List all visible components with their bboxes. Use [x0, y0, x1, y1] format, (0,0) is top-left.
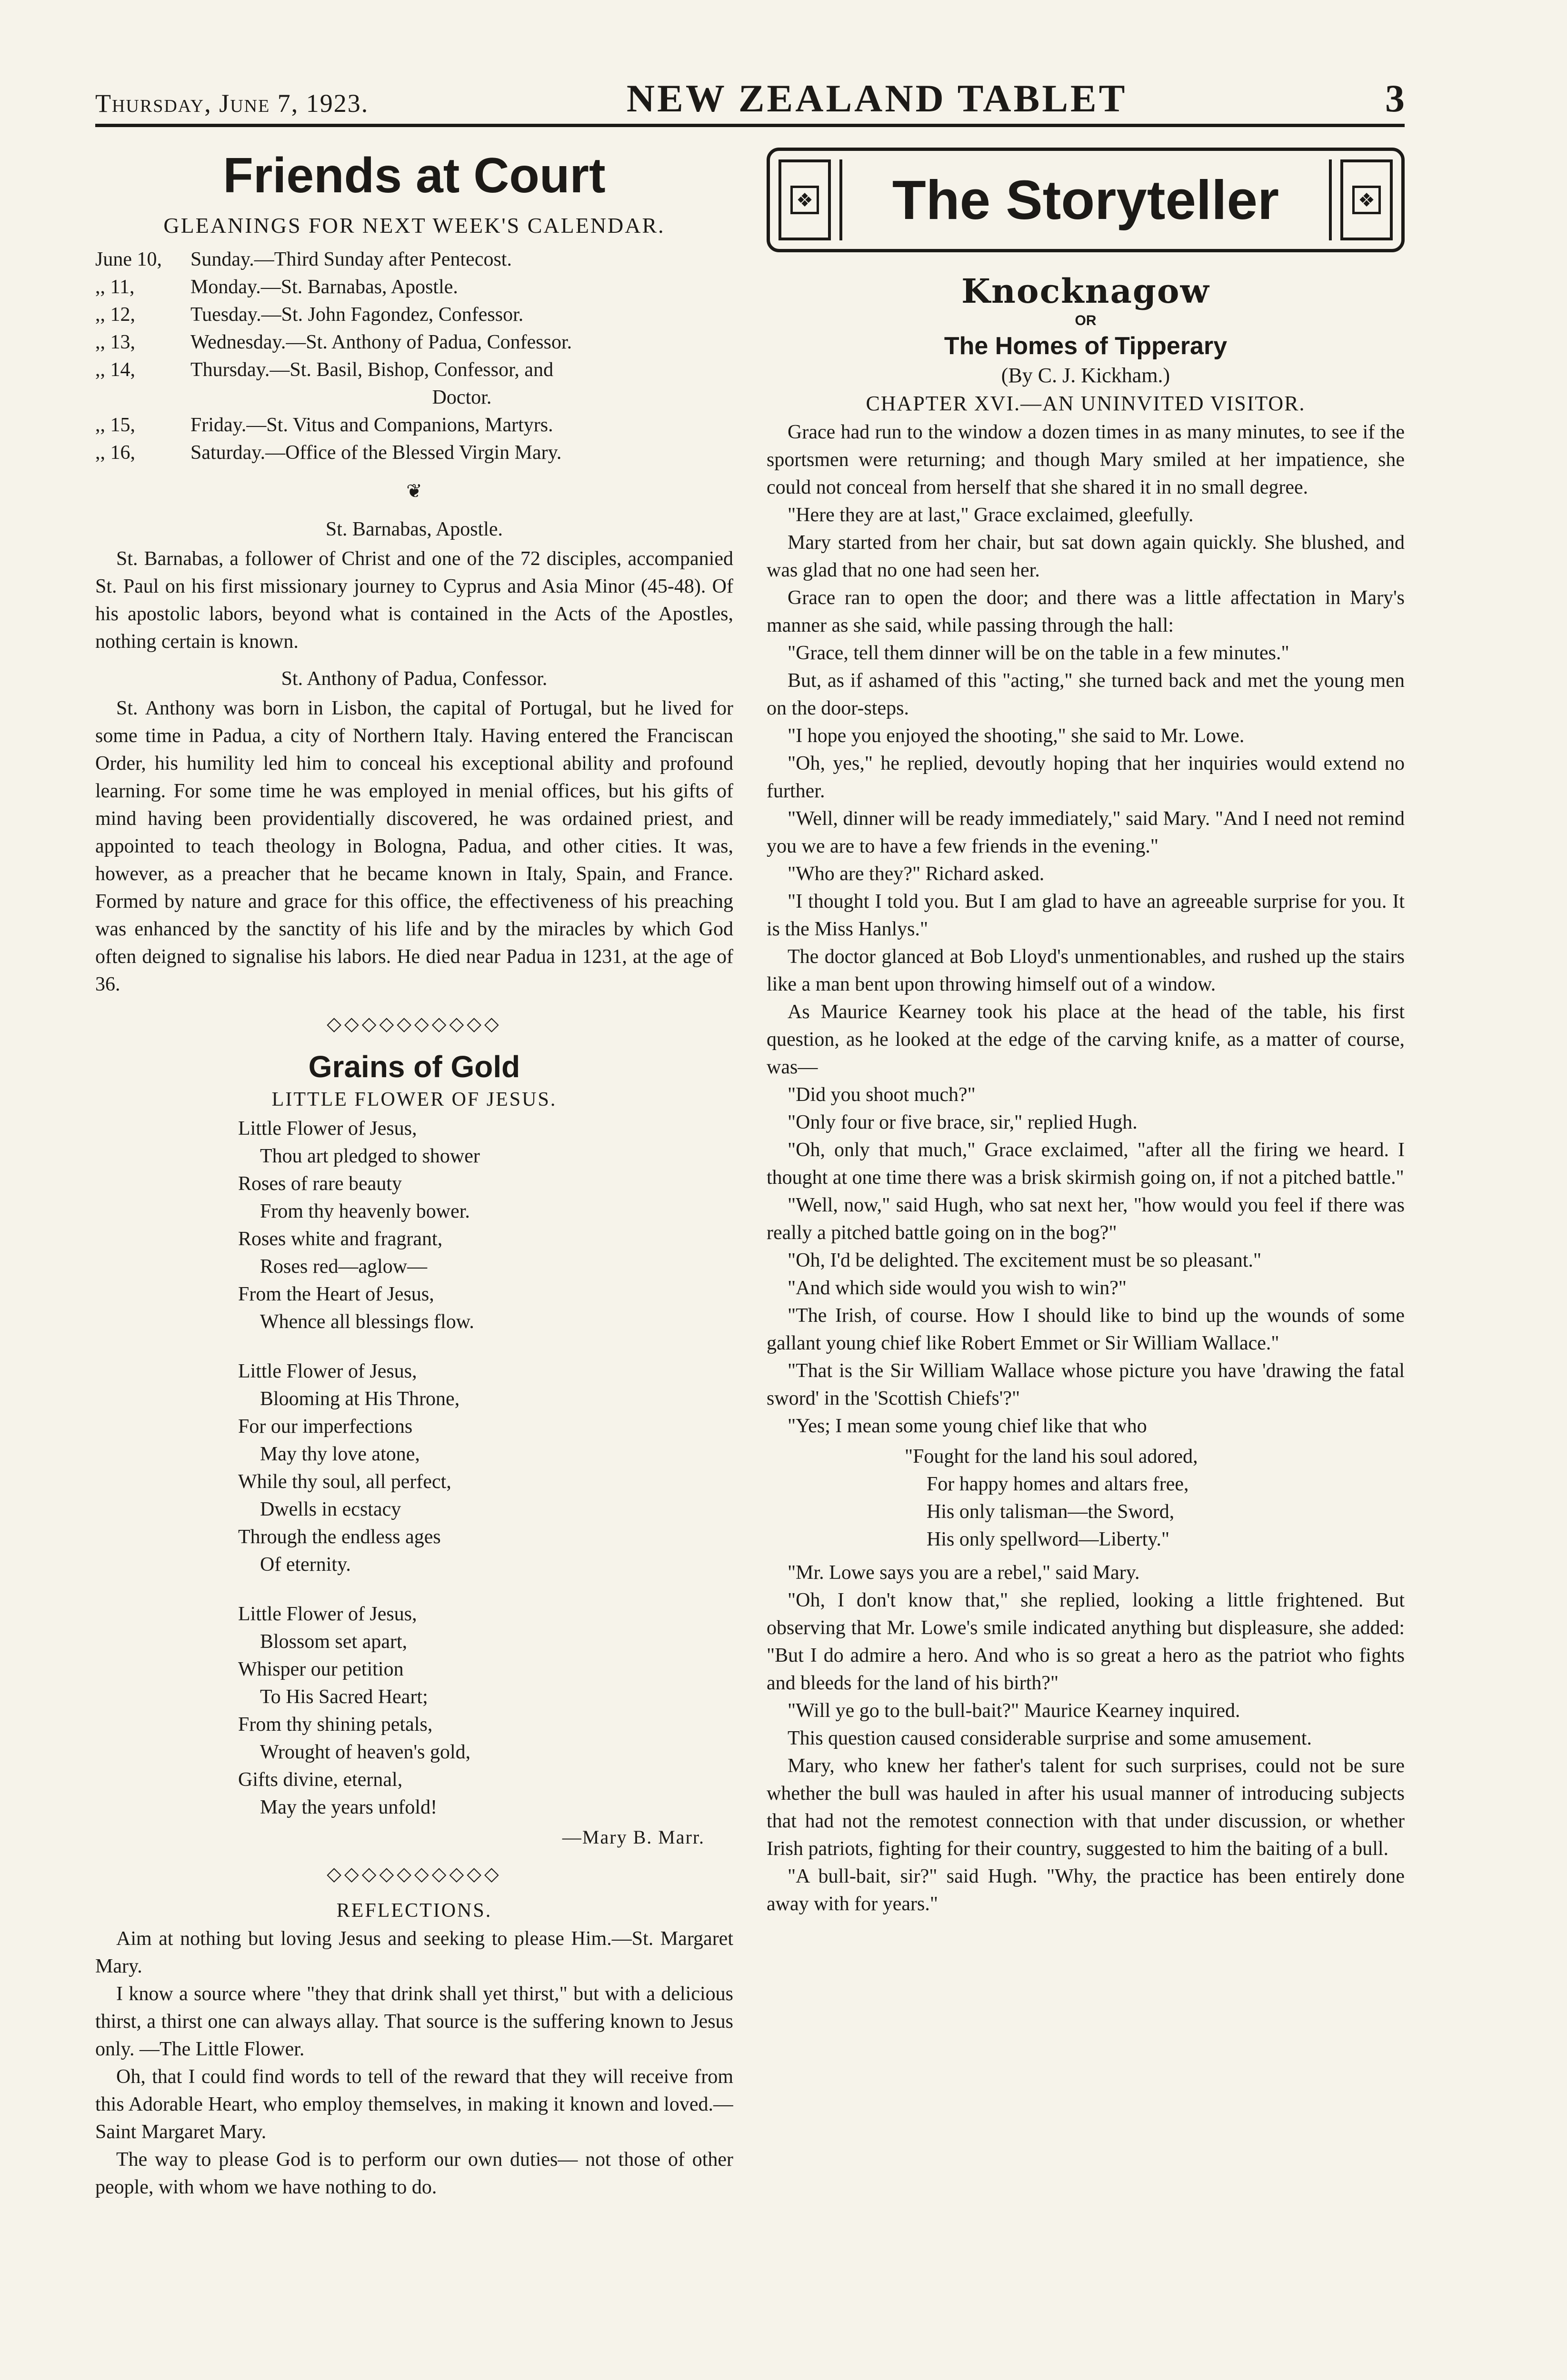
calendar-date: ,, 15,: [95, 414, 135, 436]
story-paragraph: "Oh, I'd be delighted. The excitement must be so pleasant.": [788, 1250, 1262, 1271]
masthead: [95, 71, 1405, 127]
poem-line: May the years unfold!: [260, 1796, 438, 1818]
story-paragraph: Grace had run to the window a dozen times in as many minutes, to see if the sportsmen were returning; and though Mary smiled at her impatience, she could not conceal from herself that she shared it in no small degree.: [767, 421, 1405, 498]
reflection-paragraph: I know a source where "they that drink shall yet thirst," but with a delicious thirst, a thirst one can always allay. That source is the suffering known to Jesus only. —The Little Flower.: [95, 1983, 733, 2060]
verse-line: For happy homes and altars free,: [927, 1473, 1189, 1495]
story-or: OR: [1075, 313, 1097, 328]
poem-author: —Mary B. Marr.: [562, 1826, 705, 1848]
calendar-entry: [190, 356, 733, 411]
verse-line: His only spellword—Liberty.": [927, 1528, 1170, 1550]
calendar-entry: Friday.—St. Vitus and Companions, Martyrs.: [190, 414, 553, 436]
anthony-text: St. Anthony was born in Lisbon, the capital of Portugal, but he lived for some time in Padua, a city of Northern Italy. Having entered the Franciscan Order, his humility led him to conceal his exceptional ability and profound learning. For some time he was employed in menial offices, but his gifts of mind having been providentially discovered, he was ordained priest, and appointed to teach theology in Bologna, Padua, and other cities. It was, however, as a preacher that he became known in Italy, Spain, and France. Formed by nature and grace for this office, the effectiveness of his preaching was enhanced by the sanctity of his life and by the miracles by which God often deigned to signalise his labors. He died near Padua in 1231, at the age of 36.: [95, 697, 733, 995]
poem-stanza: [95, 1358, 733, 1578]
story-paragraph: The doctor glanced at Bob Lloyd's unmentionables, and rushed up the stairs like a man bent upon throwing himself out of a window.: [767, 946, 1405, 995]
poem-line: Of eternity.: [260, 1554, 351, 1576]
calendar-entry: Saturday.—Office of the Blessed Virgin Mary.: [190, 442, 562, 464]
calendar-date: ,, 11,: [95, 276, 135, 298]
newspaper-title: NEW ZEALAND TABLET: [626, 77, 1128, 120]
poem-line: Roses of rare beauty: [238, 1173, 402, 1195]
emblem-icon: ❖: [1352, 186, 1381, 214]
calendar-entry-continuation: Doctor.: [432, 387, 492, 408]
left-column: [95, 143, 733, 2380]
calendar-row: [95, 356, 733, 411]
storyteller-banner: [767, 143, 1405, 262]
story-paragraph: "Only four or five brace, sir," replied Hugh.: [788, 1111, 1138, 1133]
grains-of-gold-heading: Grains of Gold: [308, 1050, 520, 1084]
story-paragraph: "I thought I told you. But I am glad to have an agreeable surprise for you. It is the Miss Hanlys.": [767, 891, 1405, 940]
story-paragraph: "And which side would you wish to win?": [788, 1277, 1127, 1299]
reflection-paragraph: Oh, that I could find words to tell of the reward that they will receive from this Adorable Heart, who employ themselves, in making it known and loved.—Saint Margaret Mary.: [95, 2066, 733, 2143]
poem-line: Whence all blessings flow.: [260, 1311, 474, 1333]
poem-line: To His Sacred Heart;: [260, 1686, 428, 1708]
poem-line: For our imperfections: [238, 1416, 413, 1438]
issue-date: Thursday, June 7, 1923.: [95, 89, 369, 118]
poem-line: While thy soul, all perfect,: [238, 1471, 451, 1493]
reflections-heading: REFLECTIONS.: [336, 1900, 492, 1922]
calendar-entry-text: Thursday.—St. Basil, Bishop, Confessor, and: [190, 359, 554, 381]
story-paragraph: "A bull-bait, sir?" said Hugh. "Why, the practice has been entirely done away with for years.": [767, 1865, 1405, 1915]
verse-line: "Fought for the land his soul adored,: [905, 1446, 1198, 1468]
story-body: [767, 418, 1405, 1918]
calendar-entry: Monday.—St. Barnabas, Apostle.: [190, 276, 458, 298]
poem-line: Blooming at His Throne,: [260, 1388, 460, 1410]
story-paragraph: As Maurice Kearney took his place at the head of the table, his first question, as he looked at the edge of the carving knife, as a matter of course, was—: [767, 1001, 1405, 1078]
story-paragraph: "Well, dinner will be ready immediately," said Mary. "And I need not remind you we are to have a few friends in the evening.": [767, 808, 1405, 857]
story-paragraph: Mary started from her chair, but sat down again quickly. She blushed, and was glad that no one had seen her.: [767, 532, 1405, 581]
story-subtitle: The Homes of Tipperary: [944, 332, 1228, 360]
story-paragraph: "Yes; I mean some young chief like that who: [788, 1415, 1147, 1437]
calendar-row: [95, 273, 733, 301]
poem-line: Little Flower of Jesus,: [238, 1603, 417, 1625]
story-paragraph: "Here they are at last," Grace exclaimed, gleefully.: [788, 504, 1194, 526]
poem-line: Little Flower of Jesus,: [238, 1360, 417, 1382]
story-title: Knocknagow: [961, 271, 1210, 311]
calendar-row: [95, 328, 733, 356]
poem-line: Roses white and fragrant,: [238, 1228, 443, 1250]
story-paragraph: "Mr. Lowe says you are a rebel," said Mary.: [788, 1562, 1140, 1584]
calendar-row: [95, 411, 733, 439]
story-paragraph: "I hope you enjoyed the shooting," she said to Mr. Lowe.: [788, 725, 1245, 747]
calendar-list: [95, 246, 733, 466]
poem-line: Roses red—aglow—: [260, 1256, 428, 1278]
calendar-subheading: GLEANINGS FOR NEXT WEEK'S CALENDAR.: [163, 213, 665, 238]
calendar-entry: Sunday.—Third Sunday after Pentecost.: [190, 248, 512, 270]
poem-line: May thy love atone,: [260, 1443, 420, 1465]
right-column: [767, 143, 1405, 2380]
poem-line: Wrought of heaven's gold,: [260, 1741, 471, 1763]
story-paragraph: Grace ran to open the door; and there was a little affectation in Mary's manner as she said, while passing through the hall:: [767, 587, 1405, 636]
story-paragraph: "Did you shoot much?": [788, 1084, 976, 1106]
calendar-row: [95, 301, 733, 328]
barnabas-heading: St. Barnabas, Apostle.: [325, 518, 503, 540]
chapter-heading: CHAPTER XVI.—AN UNINVITED VISITOR.: [866, 392, 1306, 415]
story-verse: [767, 1443, 1405, 1553]
calendar-entry: Tuesday.—St. John Fagondez, Confessor.: [190, 304, 524, 326]
poem-line: Thou art pledged to shower: [260, 1145, 480, 1167]
friends-at-court-heading: Friends at Court: [223, 148, 606, 203]
story-paragraph: "The Irish, of course. How I should like to bind up the wounds of some gallant young chief like Robert Emmet or Sir William Wallace.": [767, 1305, 1405, 1354]
poem-stanza: [95, 1600, 733, 1821]
story-paragraph: Mary, who knew her father's talent for such surprises, could not be sure whether the bull was hauled in after his usual manner of introducing subjects that had not the remotest connection with that under discussion, or whether Irish patriots, fighting for their country, suggested to him the baiting of a bull.: [767, 1755, 1405, 1860]
poem-line: From the Heart of Jesus,: [238, 1283, 434, 1305]
calendar-date: ,, 13,: [95, 331, 135, 353]
poem-line: Dwells in ecstacy: [260, 1498, 401, 1520]
poem-line: Blossom set apart,: [260, 1631, 408, 1653]
page-number: 3: [1385, 77, 1405, 120]
calendar-date: ,, 16,: [95, 442, 135, 464]
emblem-icon: ❖: [790, 186, 819, 214]
calendar-row: [95, 246, 733, 273]
poem-line: Whisper our petition: [238, 1658, 404, 1680]
story-byline: (By C. J. Kickham.): [1001, 364, 1170, 387]
story-paragraph: "Grace, tell them dinner will be on the table in a few minutes.": [788, 642, 1289, 664]
banner-frame: [767, 148, 1405, 252]
poem-line: Through the endless ages: [238, 1526, 441, 1548]
poem-stanza: [95, 1115, 733, 1336]
story-paragraph: "Oh, yes," he replied, devoutly hoping that her inquiries would extend no further.: [767, 753, 1405, 802]
poem-line: Gifts divine, eternal,: [238, 1769, 403, 1791]
story-paragraph: "Will ye go to the bull-bait?" Maurice Kearney inquired.: [788, 1700, 1240, 1722]
story-paragraph: "Oh, I don't know that," she replied, looking a little frightened. But observing that Mr. Lowe's smile indicated anything but displeasure, she added: "But I do admire a hero. And who is so great a hero as the patriot who fights and bleeds for the land of his birth?": [767, 1589, 1405, 1694]
diamond-divider-icon: ◇◇◇◇◇◇◇◇◇◇: [327, 1863, 502, 1884]
calendar-date: ,, 14,: [95, 359, 135, 381]
barnabas-text: St. Barnabas, a follower of Christ and one of the 72 disciples, accompanied St. Paul on his first missionary journey to Cyprus and Asia Minor (45-48). Of his apostolic labors, beyond what is contained in the Acts of the Apostles, nothing certain is known.: [95, 548, 733, 653]
banner-box-left: [779, 159, 831, 240]
calendar-date: June 10,: [95, 248, 162, 270]
poem-title: LITTLE FLOWER OF JESUS.: [271, 1089, 557, 1111]
poem-line: From thy shining petals,: [238, 1714, 433, 1735]
diamond-divider-icon: ◇◇◇◇◇◇◇◇◇◇: [327, 1013, 502, 1034]
story-paragraph: "That is the Sir William Wallace whose picture you have 'drawing the fatal sword' in the 'Scottish Chiefs'?": [767, 1360, 1405, 1409]
story-paragraph: This question caused considerable surprise and some amusement.: [788, 1727, 1312, 1749]
calendar-row: [95, 439, 733, 466]
storyteller-title: The Storyteller: [839, 159, 1332, 240]
reflection-paragraph: Aim at nothing but loving Jesus and seeking to please Him.—St. Margaret Mary.: [95, 1928, 733, 1977]
poem-line: Little Flower of Jesus,: [238, 1118, 417, 1140]
story-paragraph: "Who are they?" Richard asked.: [788, 863, 1045, 885]
story-paragraph: "Well, now," said Hugh, who sat next her, "how would you feel if there was really a pitched battle going on in the bog?": [767, 1194, 1405, 1244]
verse-line: His only talisman—the Sword,: [927, 1501, 1175, 1523]
banner-box-right: [1340, 159, 1393, 240]
poem-line: From thy heavenly bower.: [260, 1200, 470, 1222]
story-paragraph: But, as if ashamed of this "acting," she turned back and met the young men on the door-steps.: [767, 670, 1405, 719]
calendar-entry: Wednesday.—St. Anthony of Padua, Confessor.: [190, 331, 572, 353]
heart-ornament-icon: ❦: [406, 480, 422, 502]
anthony-heading: St. Anthony of Padua, Confessor.: [281, 668, 548, 690]
reflection-paragraph: The way to please God is to perform our own duties— not those of other people, with whom we have nothing to do.: [95, 2149, 733, 2198]
story-paragraph: "Oh, only that much," Grace exclaimed, "after all the firing we heard. I thought at one time there was a brisk skirmish going on, if not a pitched battle.": [767, 1139, 1405, 1189]
calendar-date: ,, 12,: [95, 304, 135, 326]
